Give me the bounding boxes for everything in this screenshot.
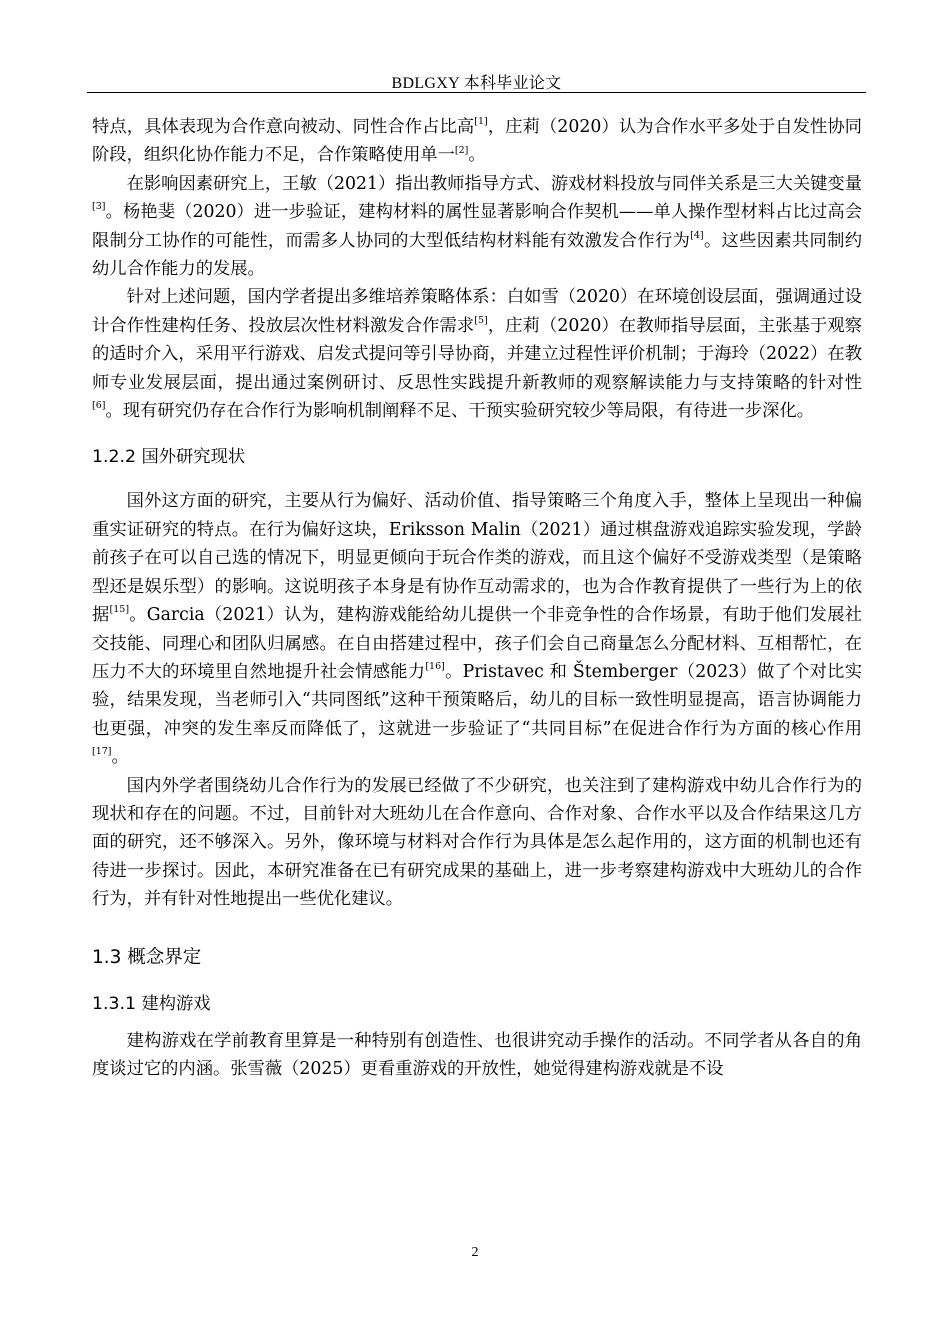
paragraph-1-text-c: 。 [468, 145, 486, 166]
paragraph-2 [92, 170, 862, 284]
paragraph-4 [92, 487, 862, 771]
paragraph-5: 国内外学者围绕幼儿合作行为的发展已经做了不少研究，也关注到了建构游戏中幼儿合作行为的现状和存在的问题。不过，目前针对大班幼儿在合作意向、合作对象、合作水平以及合作结果这几方面的研究，还不够深入。另外，像环境与材料对合作行为具体是怎么起作用的，这方面的机制也还有待进一步探讨。因此，本研究准备在已有研究成果的基础上，进一步考察建构游戏中大班幼儿的合作行为，并有针对性地提出一些优化建议。 [92, 775, 862, 910]
paragraph-4-text-c: 。Pristavec 和 Štemberger（2023）做了个对比实验，结果发现，当老师引入“共同图纸”这种干预策略后，幼儿的目标一致性明显提高，语言协调能力也更强，冲突的发生率反而降低了，这就进一步验证了“共同目标”在促进合作行为方面的核心作用 [92, 661, 862, 739]
paragraph-2-text-a: 在影响因素研究上，王敏（2021）指出教师指导方式、游戏材料投放与同伴关系是三大关键变量 [126, 173, 862, 194]
paragraph-1-text-a: 特点，具体表现为合作意向被动、同性合作占比高 [92, 117, 475, 137]
citation-16: [16] [425, 661, 445, 673]
section-heading-1-3: 1.3 概念界定 [92, 946, 202, 968]
paragraph-1-text-b: ，庄莉（2020）认为合作水平多处于自发性协同阶段，组织化协作能力不足，合作策略使用单一 [92, 117, 862, 166]
paragraph-1 [92, 113, 862, 170]
citation-6: [6] [92, 400, 106, 412]
running-header: BDLGXY 本科毕业论文 [391, 75, 562, 92]
citation-15: [15] [109, 604, 130, 616]
header-rule [87, 92, 866, 93]
paragraph-3-text-a: 针对上述问题，国内学者提出多维培养策略体系：白如雪（2020）在环境创设层面，强调通过设计合作性建构任务、投放层次性材料激发合作需求 [92, 287, 862, 336]
citation-3: [3] [92, 201, 106, 213]
section-heading-1-2-2: 1.2.2 国外研究现状 [92, 447, 246, 468]
paragraph-4-text-a: 国外这方面的研究，主要从行为偏好、活动价值、指导策略三个角度入手，整体上呈现出一种偏重实证研究的特点。在行为偏好这块，Eriksson Malin（2021）通过棋盘游戏追踪实验发现，学龄前孩子在可以自己选的情况下，明显更倾向于玩合作类的游戏，而且这个偏好不受游戏类型（是策略型还是娱乐型）的影响。这说明孩子本身是有协作互动需求的，也为合作教育提供了一些行为上的依据 [92, 491, 862, 626]
paragraph-3-text-b: ，庄莉（2020）在教师指导层面，主张基于观察的适时介入，采用平行游戏、启发式提问等引导协商，并建立过程性评价机制；于海玲（2022）在教师专业发展层面，提出通过案例研讨、反思性实践提升新教师的观察解读能力与支持策略的针对性 [92, 315, 862, 393]
citation-17: [17] [92, 746, 112, 758]
paragraph-3-text-c: 。现有研究仍存在合作行为影响机制阐释不足、干预实验研究较少等局限，有待进一步深化。 [105, 401, 815, 422]
paragraph-3 [92, 283, 862, 425]
paragraph-6: 建构游戏在学前教育里算是一种特别有创造性、也很讲究动手操作的活动。不同学者从各自的角度谈过它的内涵。张雪薇（2025）更看重游戏的开放性，她觉得建构游戏就是不设 [92, 1030, 862, 1079]
citation-1: [1] [474, 116, 488, 128]
citation-5: [5] [474, 315, 488, 327]
paragraph-2-text-c: 。这些因素共同制约幼儿合作能力的发展。 [92, 230, 862, 280]
citation-4: [4] [690, 229, 704, 241]
paragraph-2-text-b: 。杨艳斐（2020）进一步验证，建构材料的属性显著影响合作契机——单人操作型材料占比过高会限制分工协作的可能性，而需多人协同的大型低结构材料能有效激发合作行为 [92, 202, 862, 251]
page-number: 2 [471, 1245, 479, 1260]
paragraph-4-text-b: 。Garcia（2021）认为，建构游戏能给幼儿提供一个非竞争性的合作场景，有助于他们发展社交技能、同理心和团队归属感。在自由搭建过程中，孩子们会自己商量怎么分配材料、互相帮忙，在压力不大的环境里自然地提升社会情感能力 [92, 605, 862, 682]
citation-2: [2] [454, 144, 469, 156]
document-body [92, 113, 862, 1083]
section-heading-1-3-1: 1.3.1 建构游戏 [92, 993, 211, 1014]
paragraph-4-text-d: 。 [111, 747, 129, 768]
